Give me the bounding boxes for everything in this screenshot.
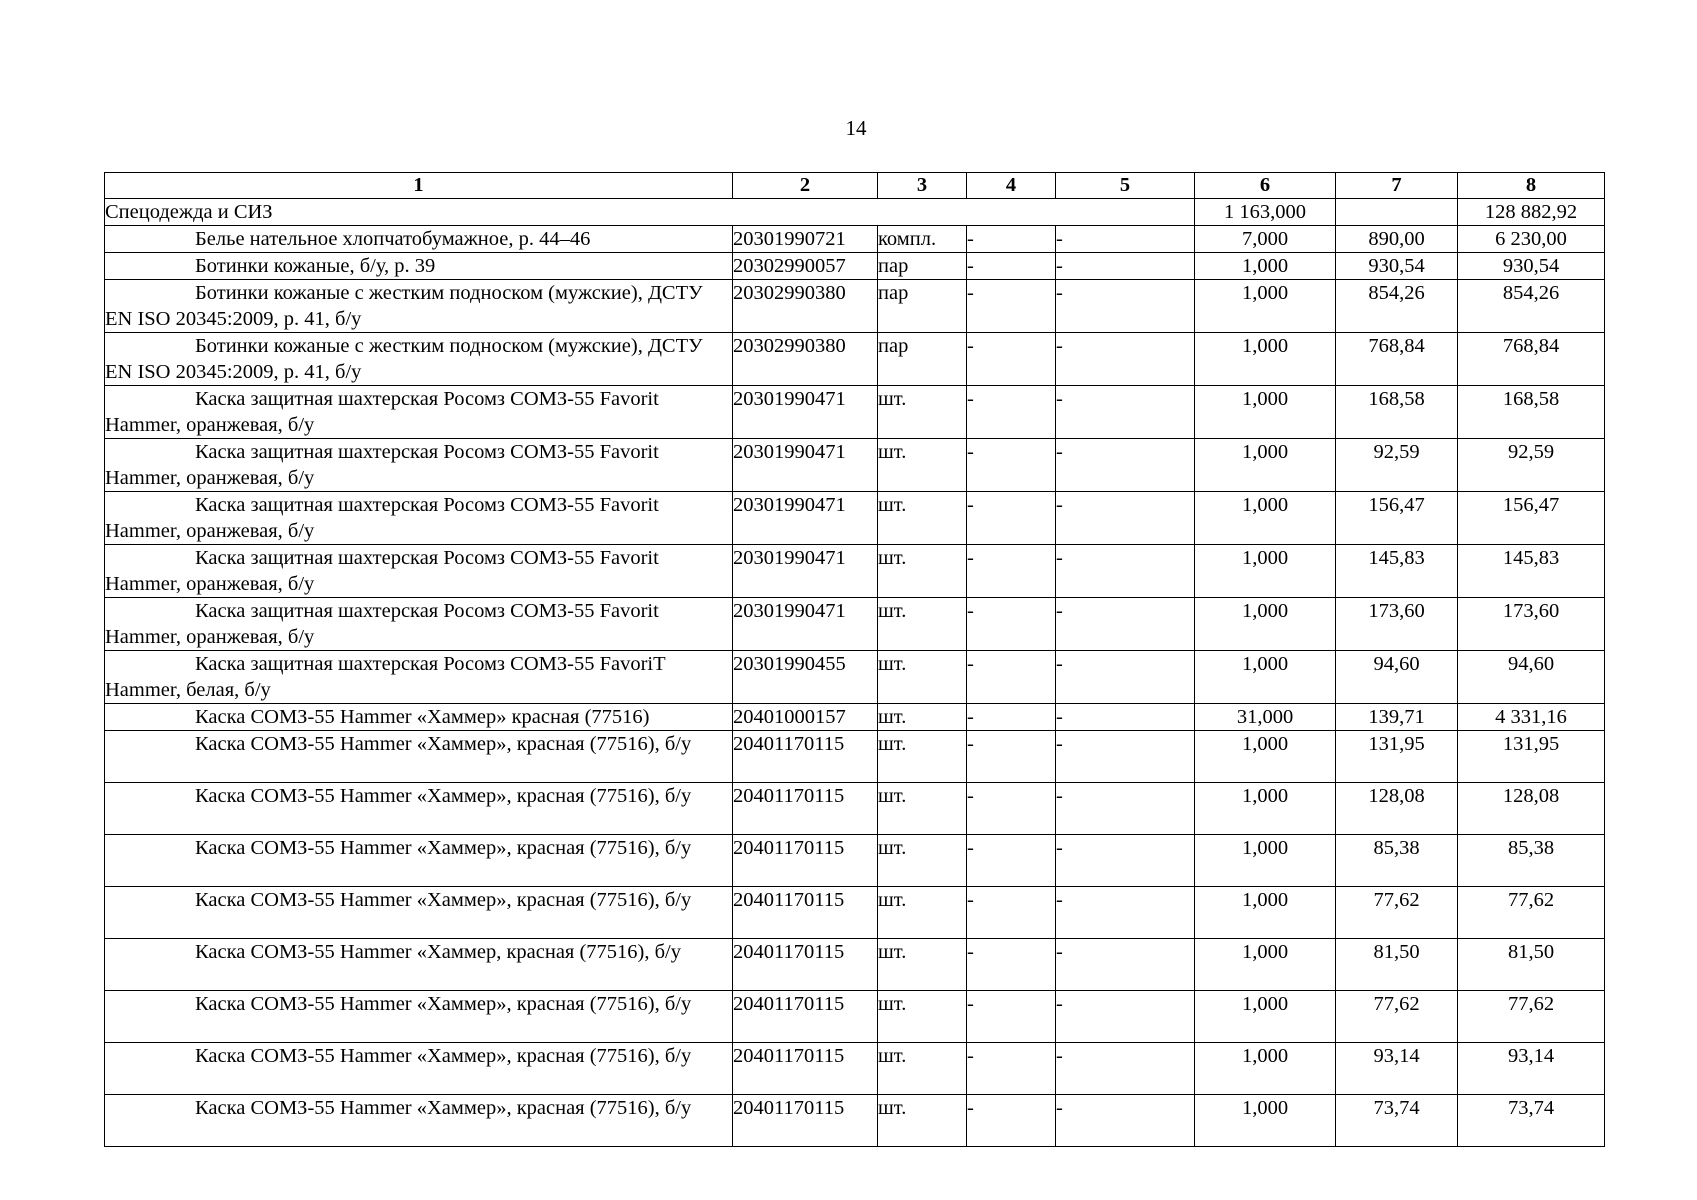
- item-price: 854,26: [1336, 280, 1458, 333]
- item-code: 20401170115: [733, 1095, 878, 1147]
- item-col5: -: [1056, 598, 1195, 651]
- item-unit: шт.: [878, 835, 967, 887]
- table-row: [105, 386, 1605, 439]
- item-name: [105, 887, 733, 939]
- item-code: 20301990471: [733, 492, 878, 545]
- column-number: 7: [1336, 173, 1458, 199]
- table-row: [105, 280, 1605, 333]
- item-price: 85,38: [1336, 835, 1458, 887]
- item-col4: -: [967, 545, 1056, 598]
- item-unit: шт.: [878, 887, 967, 939]
- table-row: [105, 253, 1605, 280]
- item-col5: -: [1056, 731, 1195, 783]
- item-quantity: 1,000: [1195, 991, 1336, 1043]
- item-code: 20302990380: [733, 333, 878, 386]
- item-price: 94,60: [1336, 651, 1458, 704]
- item-name-text: Каска защитная шахтерская Росомз СОМЗ-55 Favorit Hammer, оранжевая, б/у: [105, 600, 659, 648]
- item-code: 20401170115: [733, 939, 878, 991]
- item-col4: -: [967, 651, 1056, 704]
- item-unit: шт.: [878, 545, 967, 598]
- item-unit: компл.: [878, 226, 967, 253]
- item-name: [105, 651, 733, 704]
- item-col5: -: [1056, 939, 1195, 991]
- table-row: [105, 991, 1605, 1043]
- item-sum: 73,74: [1458, 1095, 1605, 1147]
- item-quantity: 1,000: [1195, 492, 1336, 545]
- item-unit: пар: [878, 333, 967, 386]
- item-unit: шт.: [878, 598, 967, 651]
- item-sum: 930,54: [1458, 253, 1605, 280]
- item-name: [105, 598, 733, 651]
- column-number: 5: [1056, 173, 1195, 199]
- item-sum: 128,08: [1458, 783, 1605, 835]
- item-code: 20401170115: [733, 991, 878, 1043]
- column-number: 1: [105, 173, 733, 199]
- item-col4: -: [967, 1095, 1056, 1147]
- item-unit: шт.: [878, 704, 967, 731]
- item-quantity: 1,000: [1195, 253, 1336, 280]
- item-col5: -: [1056, 783, 1195, 835]
- item-name: [105, 492, 733, 545]
- item-name-text: Каска СОМЗ-55 Hammer «Хаммер», красная (77516), б/у: [195, 785, 692, 807]
- item-sum: 77,62: [1458, 887, 1605, 939]
- item-quantity: 1,000: [1195, 545, 1336, 598]
- table-row: [105, 887, 1605, 939]
- item-name-text: Каска СОМЗ-55 Hammer «Хаммер» красная (77516): [195, 706, 650, 728]
- item-code: 20401170115: [733, 835, 878, 887]
- item-name-text: Каска СОМЗ-55 Hammer «Хаммер, красная (77516), б/у: [195, 941, 682, 963]
- item-name-text: Белье нательное хлопчатобумажное, р. 44–46: [195, 228, 591, 250]
- item-price: 81,50: [1336, 939, 1458, 991]
- item-quantity: 31,000: [1195, 704, 1336, 731]
- column-number: 2: [733, 173, 878, 199]
- item-sum: 4 331,16: [1458, 704, 1605, 731]
- item-unit: шт.: [878, 991, 967, 1043]
- item-col4: -: [967, 280, 1056, 333]
- item-unit: шт.: [878, 731, 967, 783]
- item-price: 168,58: [1336, 386, 1458, 439]
- table-row: [105, 492, 1605, 545]
- item-quantity: 1,000: [1195, 333, 1336, 386]
- item-quantity: 1,000: [1195, 651, 1336, 704]
- item-unit: шт.: [878, 651, 967, 704]
- item-col4: -: [967, 783, 1056, 835]
- item-col4: -: [967, 1043, 1056, 1095]
- item-col5: -: [1056, 1043, 1195, 1095]
- item-quantity: 1,000: [1195, 1095, 1336, 1147]
- item-name-text: Каска СОМЗ-55 Hammer «Хаммер», красная (77516), б/у: [195, 1045, 692, 1067]
- item-price: 77,62: [1336, 991, 1458, 1043]
- item-code: 20401000157: [733, 704, 878, 731]
- item-price: 890,00: [1336, 226, 1458, 253]
- section-quantity: 1 163,000: [1195, 199, 1336, 226]
- item-name: [105, 704, 733, 731]
- item-name: [105, 253, 733, 280]
- item-name-text: Каска СОМЗ-55 Hammer «Хаммер», красная (77516), б/у: [195, 733, 692, 755]
- item-col5: -: [1056, 991, 1195, 1043]
- item-unit: шт.: [878, 1043, 967, 1095]
- item-col5: -: [1056, 280, 1195, 333]
- item-price: 930,54: [1336, 253, 1458, 280]
- item-code: 20301990471: [733, 386, 878, 439]
- table-row: [105, 439, 1605, 492]
- table-row: [105, 704, 1605, 731]
- item-sum: 156,47: [1458, 492, 1605, 545]
- item-code: 20302990057: [733, 253, 878, 280]
- item-col5: -: [1056, 253, 1195, 280]
- item-name: [105, 280, 733, 333]
- section-row: [105, 199, 1605, 226]
- item-name-text: Каска СОМЗ-55 Hammer «Хаммер», красная (77516), б/у: [195, 837, 692, 859]
- item-price: 139,71: [1336, 704, 1458, 731]
- item-name-text: Каска защитная шахтерская Росомз СОМЗ-55 FavoriT Hammer, белая, б/у: [105, 653, 666, 701]
- item-col5: -: [1056, 545, 1195, 598]
- item-name: [105, 835, 733, 887]
- item-sum: 6 230,00: [1458, 226, 1605, 253]
- table-row: [105, 1095, 1605, 1147]
- item-sum: 93,14: [1458, 1043, 1605, 1095]
- item-price: 156,47: [1336, 492, 1458, 545]
- column-number: 8: [1458, 173, 1605, 199]
- item-sum: 94,60: [1458, 651, 1605, 704]
- item-col4: -: [967, 386, 1056, 439]
- item-col4: -: [967, 439, 1056, 492]
- item-name: [105, 545, 733, 598]
- item-col5: -: [1056, 333, 1195, 386]
- item-col5: -: [1056, 386, 1195, 439]
- item-col5: -: [1056, 887, 1195, 939]
- column-number-row: [105, 173, 1605, 199]
- table-row: [105, 226, 1605, 253]
- item-col4: -: [967, 704, 1056, 731]
- column-number: 6: [1195, 173, 1336, 199]
- page-number: 14: [845, 116, 867, 140]
- item-price: 73,74: [1336, 1095, 1458, 1147]
- item-quantity: 1,000: [1195, 280, 1336, 333]
- item-name: [105, 939, 733, 991]
- item-price: 93,14: [1336, 1043, 1458, 1095]
- item-sum: 768,84: [1458, 333, 1605, 386]
- item-unit: пар: [878, 280, 967, 333]
- item-quantity: 1,000: [1195, 731, 1336, 783]
- inventory-table: [104, 172, 1605, 1147]
- item-col5: -: [1056, 835, 1195, 887]
- column-number: 4: [967, 173, 1056, 199]
- item-quantity: 7,000: [1195, 226, 1336, 253]
- item-name: [105, 731, 733, 783]
- item-unit: шт.: [878, 492, 967, 545]
- item-col4: -: [967, 253, 1056, 280]
- item-name: [105, 439, 733, 492]
- item-name-text: Каска защитная шахтерская Росомз СОМЗ-55 Favorit Hammer, оранжевая, б/у: [105, 441, 659, 489]
- item-col4: -: [967, 333, 1056, 386]
- item-quantity: 1,000: [1195, 386, 1336, 439]
- item-name-text: Каска СОМЗ-55 Hammer «Хаммер», красная (77516), б/у: [195, 1097, 692, 1119]
- item-name: [105, 783, 733, 835]
- item-code: 20301990471: [733, 545, 878, 598]
- item-sum: 854,26: [1458, 280, 1605, 333]
- item-col4: -: [967, 939, 1056, 991]
- item-col4: -: [967, 492, 1056, 545]
- item-code: 20301990455: [733, 651, 878, 704]
- item-name-text: Каска защитная шахтерская Росомз СОМЗ-55 Favorit Hammer, оранжевая, б/у: [105, 547, 659, 595]
- item-unit: шт.: [878, 386, 967, 439]
- table-row: [105, 1043, 1605, 1095]
- item-quantity: 1,000: [1195, 887, 1336, 939]
- item-col5: -: [1056, 651, 1195, 704]
- item-sum: 131,95: [1458, 731, 1605, 783]
- item-name-text: Ботинки кожаные с жестким подноском (мужские), ДСТУ EN ISO 20345:2009, р. 41, б/у: [105, 282, 703, 330]
- item-name-text: Ботинки кожаные, б/у, р. 39: [195, 255, 436, 277]
- item-quantity: 1,000: [1195, 939, 1336, 991]
- item-code: 20401170115: [733, 731, 878, 783]
- table-row: [105, 939, 1605, 991]
- item-code: 20301990471: [733, 439, 878, 492]
- item-unit: шт.: [878, 439, 967, 492]
- item-code: 20401170115: [733, 887, 878, 939]
- item-col5: -: [1056, 704, 1195, 731]
- item-price: 173,60: [1336, 598, 1458, 651]
- item-quantity: 1,000: [1195, 598, 1336, 651]
- item-col4: -: [967, 731, 1056, 783]
- item-unit: шт.: [878, 1095, 967, 1147]
- item-code: 20401170115: [733, 1043, 878, 1095]
- item-sum: 85,38: [1458, 835, 1605, 887]
- item-col5: -: [1056, 1095, 1195, 1147]
- item-unit: шт.: [878, 939, 967, 991]
- item-name: [105, 1095, 733, 1147]
- item-unit: пар: [878, 253, 967, 280]
- item-name: [105, 1043, 733, 1095]
- item-price: 768,84: [1336, 333, 1458, 386]
- item-quantity: 1,000: [1195, 439, 1336, 492]
- item-sum: 81,50: [1458, 939, 1605, 991]
- item-code: 20302990380: [733, 280, 878, 333]
- item-name: [105, 333, 733, 386]
- item-unit: шт.: [878, 783, 967, 835]
- item-col4: -: [967, 991, 1056, 1043]
- item-quantity: 1,000: [1195, 783, 1336, 835]
- item-sum: 168,58: [1458, 386, 1605, 439]
- table-row: [105, 333, 1605, 386]
- item-price: 77,62: [1336, 887, 1458, 939]
- item-sum: 77,62: [1458, 991, 1605, 1043]
- item-name: [105, 386, 733, 439]
- table-row: [105, 835, 1605, 887]
- item-col4: -: [967, 598, 1056, 651]
- item-quantity: 1,000: [1195, 1043, 1336, 1095]
- item-name-text: Каска защитная шахтерская Росомз СОМЗ-55 Favorit Hammer, оранжевая, б/у: [105, 494, 659, 542]
- item-name-text: Каска СОМЗ-55 Hammer «Хаммер», красная (77516), б/у: [195, 889, 692, 911]
- section-label: Спецодежда и СИЗ: [105, 199, 1195, 226]
- item-name: [105, 991, 733, 1043]
- item-name-text: Каска СОМЗ-55 Hammer «Хаммер», красная (77516), б/у: [195, 993, 692, 1015]
- item-name-text: Ботинки кожаные с жестким подноском (мужские), ДСТУ EN ISO 20345:2009, р. 41, б/у: [105, 335, 703, 383]
- item-sum: 145,83: [1458, 545, 1605, 598]
- item-col4: -: [967, 835, 1056, 887]
- item-price: 128,08: [1336, 783, 1458, 835]
- item-col5: -: [1056, 492, 1195, 545]
- item-code: 20401170115: [733, 783, 878, 835]
- section-price-cell: [1336, 199, 1458, 226]
- item-quantity: 1,000: [1195, 835, 1336, 887]
- table-row: [105, 651, 1605, 704]
- column-number: 3: [878, 173, 967, 199]
- item-price: 145,83: [1336, 545, 1458, 598]
- table-row: [105, 731, 1605, 783]
- item-code: 20301990471: [733, 598, 878, 651]
- item-col5: -: [1056, 439, 1195, 492]
- item-col4: -: [967, 887, 1056, 939]
- item-rows: [105, 226, 1605, 1147]
- item-sum: 173,60: [1458, 598, 1605, 651]
- item-code: 20301990721: [733, 226, 878, 253]
- table-row: [105, 598, 1605, 651]
- table-row: [105, 783, 1605, 835]
- item-col4: -: [967, 226, 1056, 253]
- item-col5: -: [1056, 226, 1195, 253]
- item-name-text: Каска защитная шахтерская Росомз СОМЗ-55 Favorit Hammer, оранжевая, б/у: [105, 388, 659, 436]
- table-row: [105, 545, 1605, 598]
- item-price: 92,59: [1336, 439, 1458, 492]
- item-sum: 92,59: [1458, 439, 1605, 492]
- item-price: 131,95: [1336, 731, 1458, 783]
- item-name: [105, 226, 733, 253]
- section-sum: 128 882,92: [1458, 199, 1605, 226]
